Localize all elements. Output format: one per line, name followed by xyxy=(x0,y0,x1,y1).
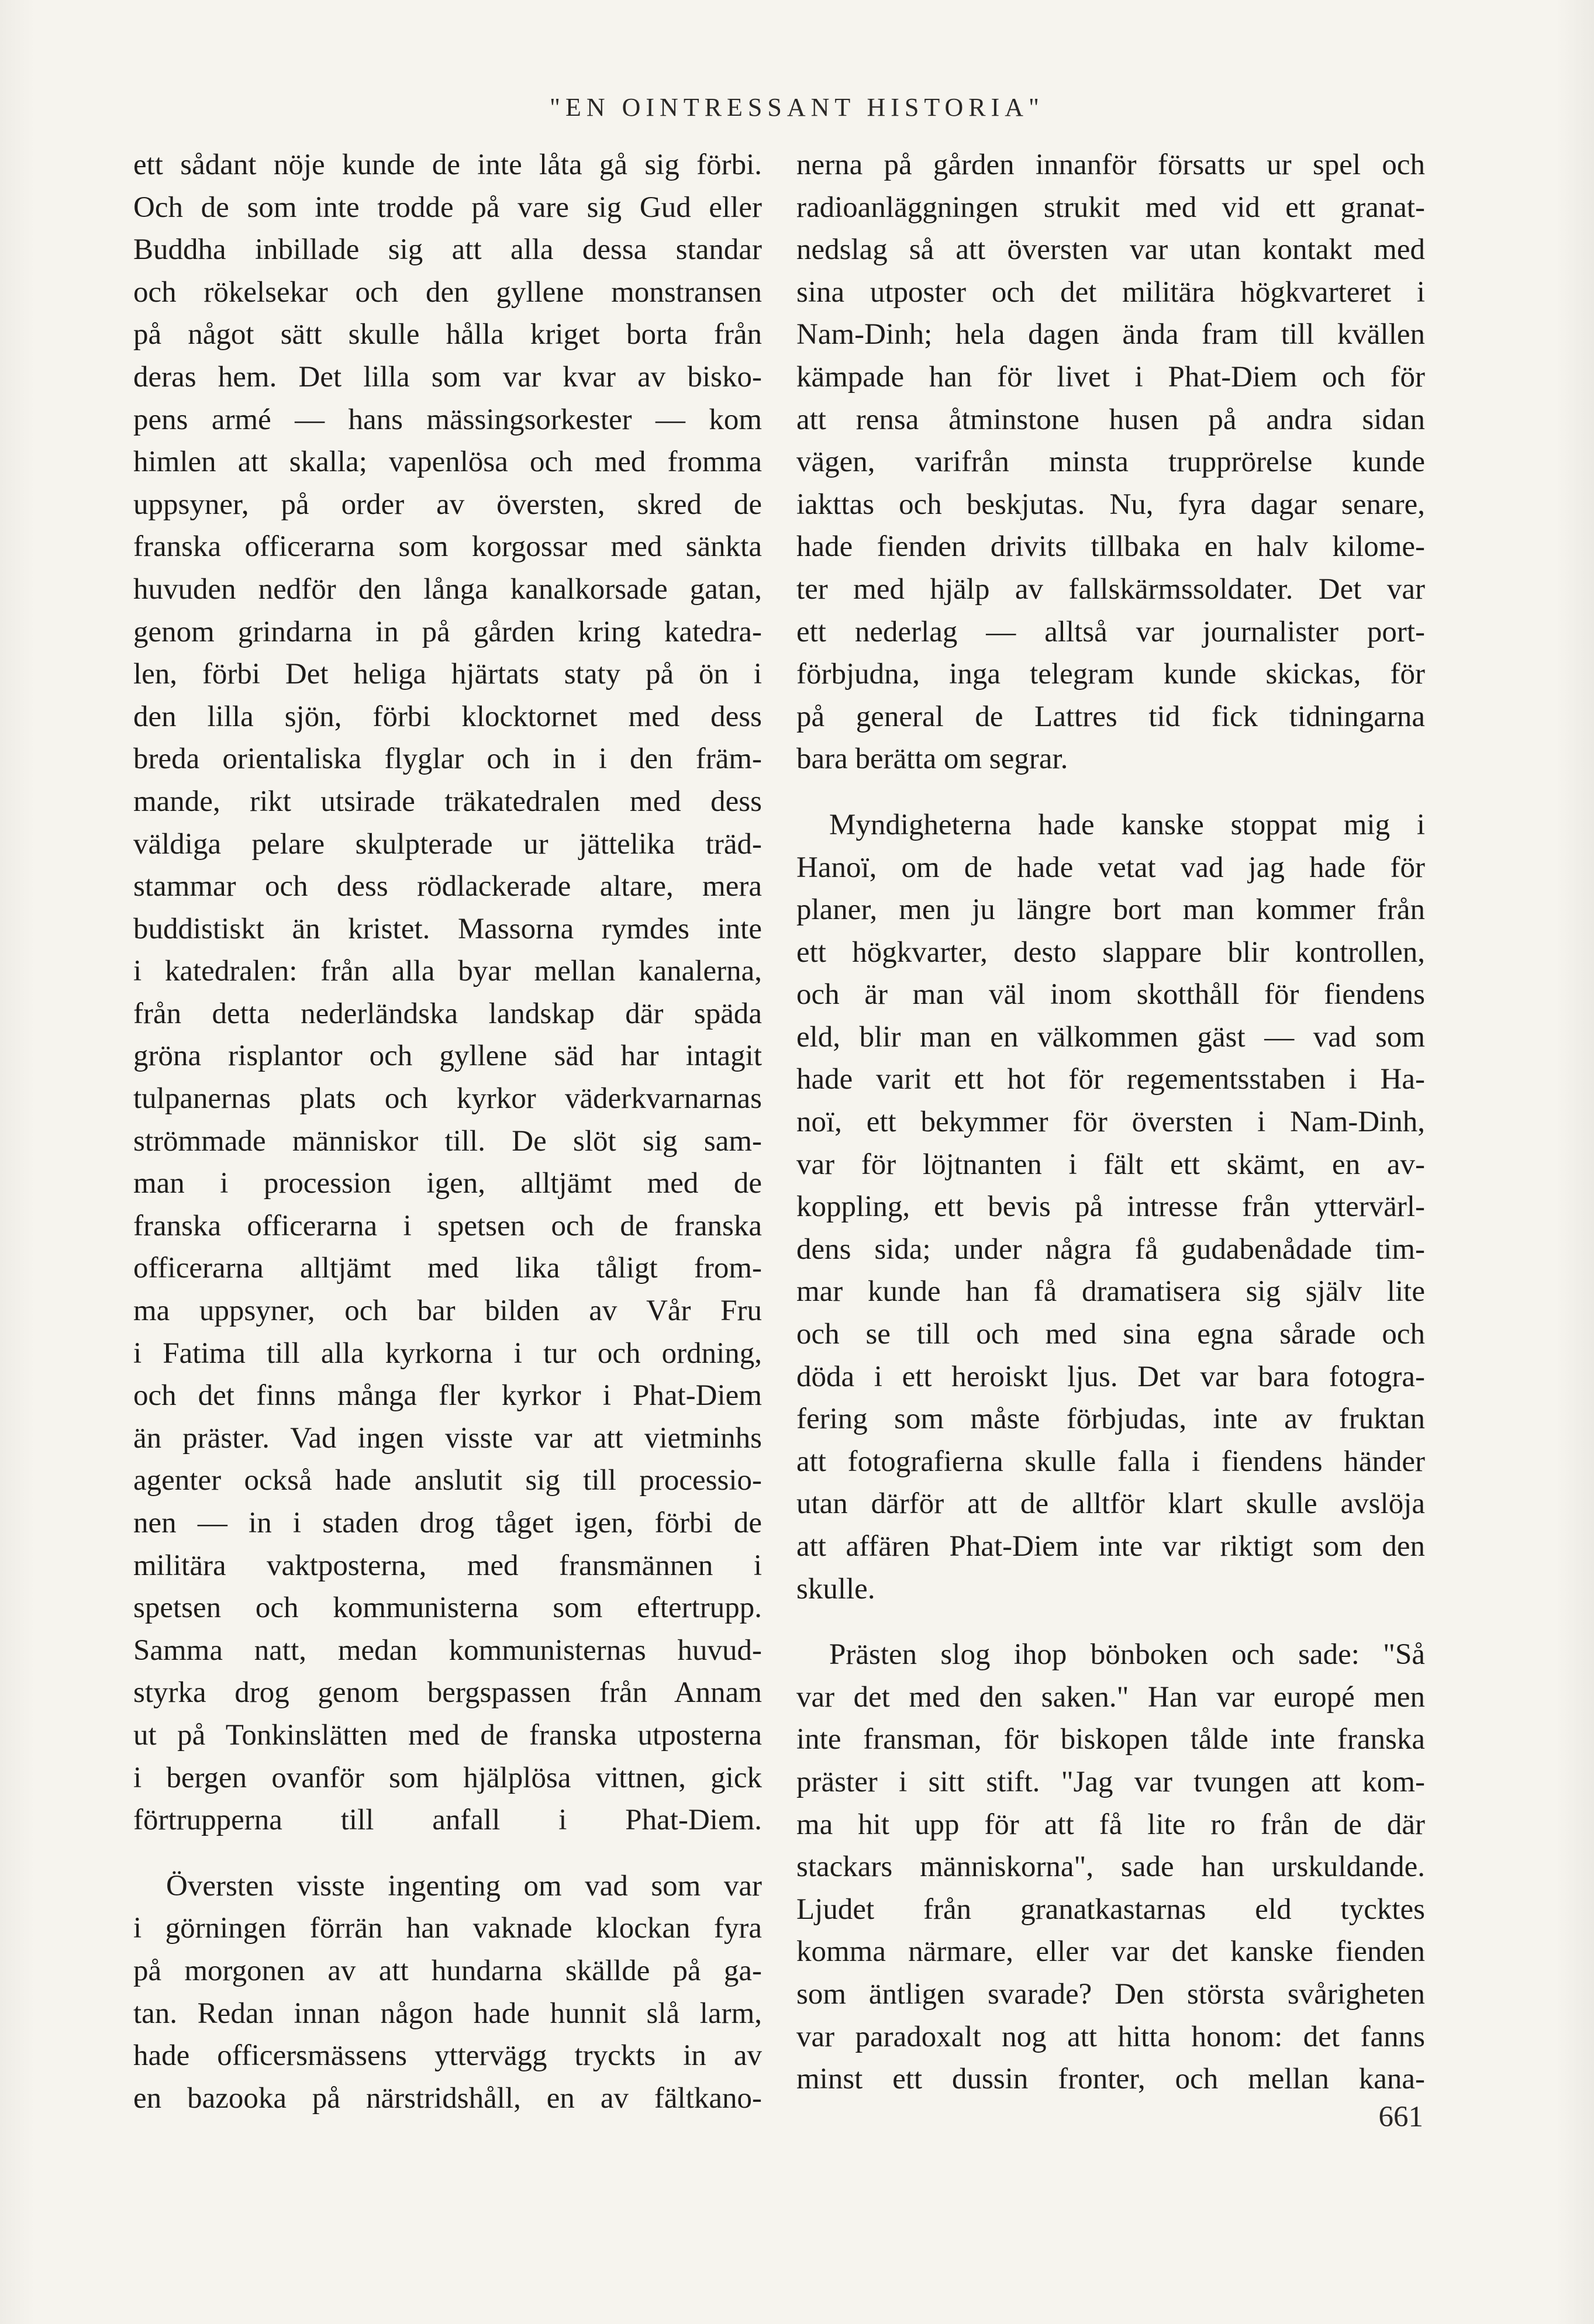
text-line: förtrupperna till anfall i Phat-Diem. xyxy=(133,1804,762,1837)
text-line: i katedralen: från alla byar mellan kanalerna, xyxy=(133,955,762,988)
text-line: var det med den saken." Han var europé men xyxy=(796,1680,1425,1714)
text-line: på något sätt skulle hålla kriget borta från xyxy=(133,318,762,351)
text-line: stackars människorna", sade han urskuldande. xyxy=(796,1850,1425,1884)
text-line: nen — in i staden drog tåget igen, förbi de xyxy=(133,1507,762,1539)
text-line: Myndigheterna hade kanske stoppat mig i xyxy=(829,808,1425,841)
text-line: spetsen och kommunisterna som eftertrupp. xyxy=(133,1591,762,1625)
text-line: tan. Redan innan någon hade hunnit slå larm, xyxy=(133,1997,762,2030)
text-line: skulle. xyxy=(796,1572,875,1605)
text-line: och rökelsekar och den gyllene monstransen xyxy=(133,275,762,309)
text-line: himlen att skalla; vapenlösa och med fromma xyxy=(133,446,762,479)
text-line: på general de Lattres tid fick tidningarna xyxy=(796,700,1425,733)
text-line: präster i sitt stift. "Jag var tvungen att kom- xyxy=(796,1765,1425,1798)
running-head: "EN OINTRESSANT HISTORIA" xyxy=(550,93,1044,122)
text-line: eld, blir man en välkommen gäst — vad som xyxy=(796,1020,1425,1054)
text-line: militära vaktposterna, med fransmännen i xyxy=(133,1549,762,1582)
text-line: breda orientaliska flyglar och in i den främ- xyxy=(133,743,762,776)
text-line: genom grindarna in på gården kring katedra- xyxy=(133,615,762,648)
text-line: franska officerarna som korgossar med sänkta xyxy=(133,530,762,564)
text-line: Samma natt, medan kommunisternas huvud- xyxy=(133,1634,762,1667)
text-line: i bergen ovanför som hjälplösa vittnen, gick xyxy=(133,1761,762,1794)
text-line: och är man väl inom skotthåll för fiendens xyxy=(796,978,1425,1011)
text-line: dens sida; under några få gudabenådade tim- xyxy=(796,1232,1425,1266)
paragraph xyxy=(133,144,762,1842)
text-line: mande, rikt utsirade träkatedralen med dess xyxy=(133,785,762,818)
text-line: hade varit ett hot för regementsstaben i Ha- xyxy=(796,1063,1425,1096)
text-line: att affären Phat-Diem inte var riktigt som den xyxy=(796,1530,1425,1563)
text-line: och se till och med sina egna sårade och xyxy=(796,1318,1425,1351)
right-column xyxy=(796,144,1425,2101)
text-line: och det finns många fler kyrkor i Phat-Diem xyxy=(133,1379,762,1413)
text-line: Och de som inte trodde på vare sig Gud eller xyxy=(133,191,762,224)
text-line: planer, men ju längre bort man kommer från xyxy=(796,893,1425,927)
text-line: i görningen förrän han vaknade klockan fyra xyxy=(133,1912,762,1945)
text-line: nerna på gården innanför försatts ur spel och xyxy=(796,149,1425,181)
text-line: styrka drog genom bergspassen från Annam xyxy=(133,1676,762,1710)
text-line: komma närmare, eller var det kanske fienden xyxy=(796,1935,1425,1969)
text-line: var paradoxalt nog att hitta honom: det fanns xyxy=(796,2020,1425,2053)
text-line: bara berätta om segrar. xyxy=(796,743,1068,776)
text-line: den lilla sjön, förbi klocktornet med dess xyxy=(133,700,762,733)
text-line: ut på Tonkinslätten med de franska utposterna xyxy=(133,1718,762,1752)
text-line: inte fransman, för biskopen tålde inte franska xyxy=(796,1723,1425,1756)
text-line: iakttas och beskjutas. Nu, fyra dagar senare, xyxy=(796,488,1425,521)
text-line: officerarna alltjämt med lika tåligt from- xyxy=(133,1252,762,1285)
text-line: uppsyner, på order av översten, skred de xyxy=(133,488,762,521)
paragraph-gap xyxy=(796,781,1425,804)
text-line: koppling, ett bevis på intresse från yttervärl- xyxy=(796,1190,1425,1224)
text-line: strömmade människor till. De slöt sig sam- xyxy=(133,1124,762,1158)
text-line: att fotografierna skulle falla i fiendens händer xyxy=(796,1445,1425,1478)
paragraph-gap xyxy=(796,1610,1425,1634)
text-line: man i procession igen, alltjämt med de xyxy=(133,1167,762,1200)
text-line: ett sådant nöje kunde de inte låta gå sig förbi. xyxy=(133,149,762,181)
text-line: len, förbi Det heliga hjärtats staty på ön i xyxy=(133,658,762,691)
text-line: vägen, varifrån minsta trupprörelse kunde xyxy=(796,446,1425,479)
text-line: från detta nederländska landskap där späda xyxy=(133,997,762,1030)
text-line: Översten visste ingenting om vad som var xyxy=(166,1869,762,1902)
text-line: var för löjtnanten i fält ett skämt, en av- xyxy=(796,1148,1425,1181)
text-line: sina utposter och det militära högkvarteret i xyxy=(796,275,1425,309)
text-line: på morgonen av att hundarna skällde på ga- xyxy=(133,1954,762,1987)
text-line: förbjudna, inga telegram kunde skickas, för xyxy=(796,658,1425,691)
paragraph xyxy=(796,781,1425,1610)
text-line: hade fienden drivits tillbaka en halv kilome- xyxy=(796,530,1425,564)
text-line: huvuden nedför den långa kanalkorsade gatan, xyxy=(133,572,762,606)
text-line: buddistiskt än kristet. Massorna rymdes inte xyxy=(133,912,762,945)
text-line: noï, ett bekymmer för översten i Nam-Dinh, xyxy=(796,1106,1425,1139)
text-line: ett högkvarter, desto slappare blir kontrollen, xyxy=(796,935,1425,969)
paragraph xyxy=(796,1610,1425,2101)
text-line: Ljudet från granatkastarnas eld tycktes xyxy=(796,1893,1425,1926)
text-line: fering som måste förbjudas, inte av fruktan xyxy=(796,1403,1425,1436)
text-line: agenter också hade anslutit sig till processio- xyxy=(133,1464,762,1497)
text-line: som äntligen svarade? Den största svårigheten xyxy=(796,1977,1425,2011)
text-line: utan därför att de alltför klart skulle avslöja xyxy=(796,1487,1425,1521)
paragraph-gap xyxy=(133,1842,762,1865)
text-line: döda i ett heroiskt ljus. Det var bara fotogra- xyxy=(796,1360,1425,1393)
text-line: tulpanernas plats och kyrkor väderkvarnarnas xyxy=(133,1082,762,1116)
text-line: i Fatima till alla kyrkorna i tur och ordning, xyxy=(133,1337,762,1370)
text-line: ma uppsyner, och bar bilden av Vår Fru xyxy=(133,1294,762,1328)
page-number: 661 xyxy=(1378,2101,1423,2133)
text-line: mar kunde han få dramatisera sig själv lite xyxy=(796,1275,1425,1308)
paragraph xyxy=(796,144,1425,781)
text-line: ett nederlag — alltså var journalister port- xyxy=(796,615,1425,648)
text-line: pens armé — hans mässingsorkester — kom xyxy=(133,403,762,436)
text-line: Prästen slog ihop bönboken och sade: "Så xyxy=(829,1638,1425,1672)
text-line: att rensa åtminstone husen på andra sidan xyxy=(796,403,1425,436)
text-line: deras hem. Det lilla som var kvar av bisko- xyxy=(133,360,762,393)
text-line: minst ett dussin fronter, och mellan kana- xyxy=(796,2063,1425,2096)
text-line: nedslag så att översten var utan kontakt med xyxy=(796,233,1425,267)
text-line: hade officersmässens yttervägg tryckts in av xyxy=(133,2039,762,2073)
text-line: väldiga pelare skulpterade ur jättelika träd- xyxy=(133,827,762,861)
text-line: än präster. Vad ingen visste var att vietminhs xyxy=(133,1421,762,1455)
text-line: kämpade han för livet i Phat-Diem och för xyxy=(796,360,1425,393)
text-line: en bazooka på närstridshåll, en av fältkano- xyxy=(133,2081,762,2115)
left-column xyxy=(133,144,762,2119)
text-line: stammar och dess rödlackerade altare, mera xyxy=(133,870,762,903)
text-line: Hanoï, om de hade vetat vad jag hade för xyxy=(796,851,1425,884)
text-line: radioanläggningen strukit med vid ett granat- xyxy=(796,191,1425,224)
text-line: Nam-Dinh; hela dagen ända fram till kvällen xyxy=(796,318,1425,351)
paragraph xyxy=(133,1842,762,2120)
text-line: franska officerarna i spetsen och de franska xyxy=(133,1209,762,1242)
text-line: ma hit upp för att få lite ro från de där xyxy=(796,1808,1425,1841)
text-line: gröna risplantor och gyllene säd har intagit xyxy=(133,1040,762,1073)
text-line: ter med hjälp av fallskärmssoldater. Det var xyxy=(796,572,1425,606)
text-line: Buddha inbillade sig att alla dessa standar xyxy=(133,233,762,267)
